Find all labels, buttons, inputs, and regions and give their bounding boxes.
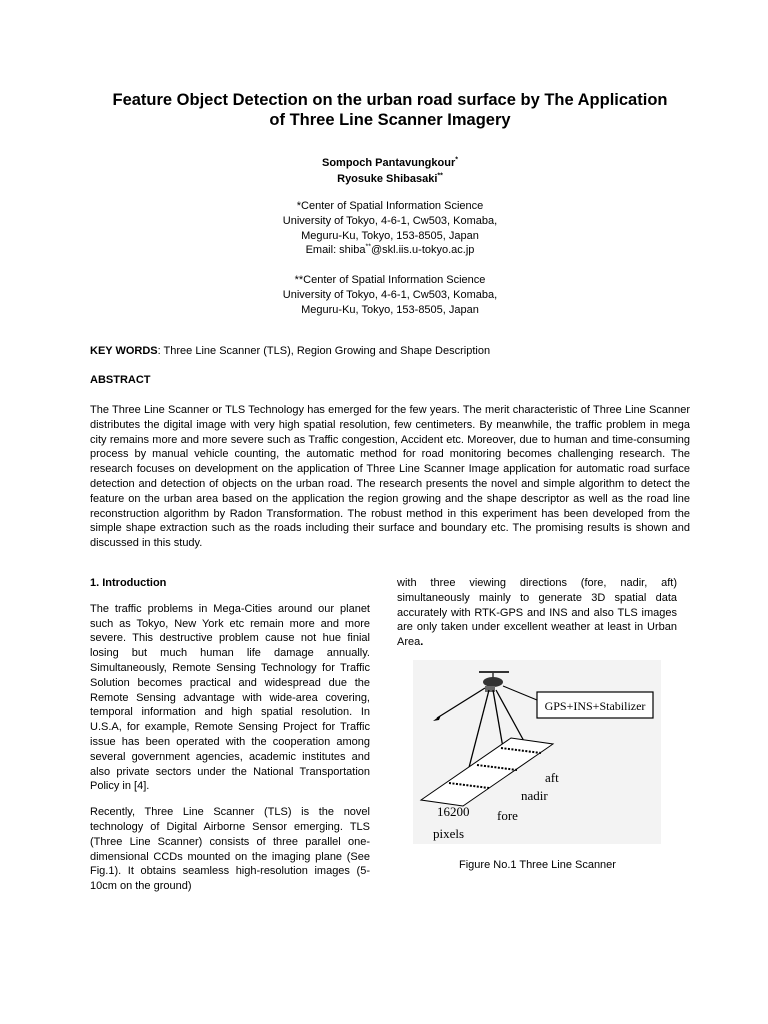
affiliation-1 [160,199,620,258]
title-line-1: Feature Object Detection on the urban road surface by The Application [112,91,668,109]
label-fore: fore [497,808,518,823]
affiliation-2 [160,273,620,317]
affiliation-2-line-1: **Center of Spatial Information Science [294,274,486,286]
author-2-mark: ** [437,172,443,180]
affiliation-1-line-3: Meguru-Ku, Tokyo, 153-8505, Japan [301,229,479,242]
affiliation-1-line-1: *Center of Spatial Information Science [296,200,484,212]
title-line-2: of Three Line Scanner Imagery [269,111,511,129]
section-heading-introduction: 1. Introduction [90,577,167,589]
intro-paragraph-continued: with three viewing directions (fore, nadir, aft) simultaneously mainly to generate 3D spatial data accurately with RTK-GPS and INS and also TLS images are only taken under excellent weather at least in Urban Area. [397,577,677,649]
abstract-body: The Three Line Scanner or TLS Technology has emerged for the few years. The merit characteristic of Three Line Scanner distributes the digital image with very high spatial resolution, few centimeters. By meanwhile, the traffic problem in mega city remains more and more severe such as Traffic congestion, Accident etc. Moreover, due to human and time-consuming process by manual vehicle counting, the automatic method for road monitoring becomes challenging research. The research focuses on development on the application of Three Line Scanner Image application for automatic road surface detection and detection of objects on the urban road. The research presents the novel and simple algorithm to detect the feature on the urban area based on the application the region growing and the shape descriptor as well as the road line reconstruction algorithm by Radon Transformation. The robust method in this experiment has been developed from the simple shape extraction such as the roads including their surface and boundary etc. The promising results is shown and discussed in this study. [90,404,690,550]
affiliation-1-line-2: University of Tokyo, 4-6-1, Cw503, Komaba, [282,214,498,227]
author-email: Email: shiba**@skl.iis.u-tokyo.ac.jp [305,243,475,257]
intro-paragraph-1: The traffic problems in Mega-Cities around our planet such as Tokyo, New York etc remain more and more severe. This destructive problem cause not hue finial losing but much human life damage annually. Simultaneously, Remote Sensing Technology for Traffic Solution becomes practical and widespread due the Remote Sensing advantage with wide-area covering, temporal information and high spatial resolution. In U.S.A, for example, Remote Sensing Project for Traffic issue has been operated with the cooperation among several government agencies, academic institutes and also private sectors under the National Transportation Policy in [4]. [90,602,370,793]
paper-title [60,90,720,130]
gps-box-label: GPS+INS+Stabilizer [544,699,646,713]
figure-diagram [413,660,661,844]
affiliation-2-line-2: University of Tokyo, 4-6-1, Cw503, Komaba, [282,288,498,301]
label-pixels: pixels [433,826,465,841]
label-nadir: nadir [521,788,548,803]
author-1-mark: * [455,156,458,164]
author-2: Ryosuke Shibasaki** [337,172,443,185]
keywords-text: : Three Line Scanner (TLS), Region Growing and Shape Description [157,345,491,357]
right-column [397,576,677,661]
label-aft: aft [545,770,559,785]
label-pixels-count: 16200 [437,804,470,819]
left-column [90,576,370,905]
author-list [160,155,620,187]
affiliation-2-line-3: Meguru-Ku, Tokyo, 153-8505, Japan [301,303,479,316]
intro-paragraph-2: Recently, Three Line Scanner (TLS) is the novel technology of Digital Airborne Sensor emerging. TLS (Three Line Scanner) consists of three parallel one-dimensional CCDs mounted on the imaging plane (See Fig.1). It obtains seamless high-resolution images (5-10cm on the ground) [90,806,370,893]
abstract-heading: ABSTRACT [90,374,151,386]
figure-three-line-scanner [413,660,661,844]
figure-caption: Figure No.1 Three Line Scanner [459,859,616,871]
author-1: Sompoch Pantavungkour* [322,156,458,169]
keywords [90,345,490,357]
keywords-label: KEY WORDS [90,345,158,357]
